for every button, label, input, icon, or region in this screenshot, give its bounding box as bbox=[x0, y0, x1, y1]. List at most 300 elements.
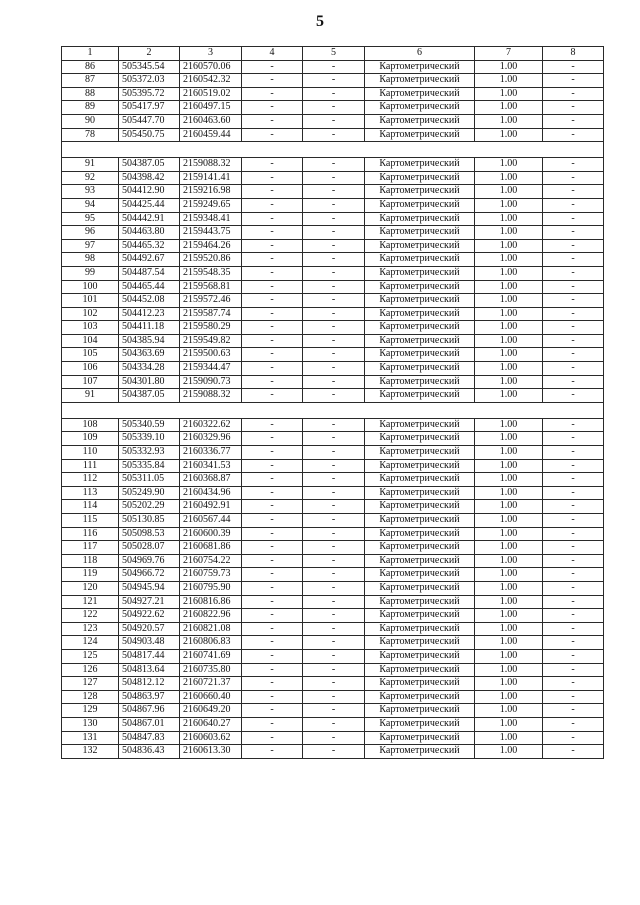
column-header-8: 8 bbox=[543, 47, 604, 61]
x-coordinate-cell: 505417.97 bbox=[119, 101, 180, 115]
point-number-cell: 107 bbox=[62, 375, 119, 389]
y-coordinate-cell: 2159344.47 bbox=[180, 362, 242, 376]
method-cell: Картометрический bbox=[365, 198, 475, 212]
col-4-cell: - bbox=[242, 745, 303, 759]
col-5-cell: - bbox=[303, 677, 365, 691]
col-8-cell: - bbox=[543, 389, 604, 403]
point-number-cell: 118 bbox=[62, 554, 119, 568]
x-coordinate-cell: 505447.70 bbox=[119, 114, 180, 128]
table-row bbox=[62, 253, 604, 267]
table-body bbox=[62, 60, 604, 758]
table-row bbox=[62, 266, 604, 280]
col-4-cell: - bbox=[242, 527, 303, 541]
table-row bbox=[62, 389, 604, 403]
col-8-cell: - bbox=[543, 266, 604, 280]
col-8-cell: - bbox=[543, 432, 604, 446]
x-coordinate-cell: 505345.54 bbox=[119, 60, 180, 74]
table-row bbox=[62, 636, 604, 650]
column-header-4: 4 bbox=[242, 47, 303, 61]
table-row bbox=[62, 745, 604, 759]
table-row bbox=[62, 663, 604, 677]
method-cell: Картометрический bbox=[365, 486, 475, 500]
table-row bbox=[62, 158, 604, 172]
x-coordinate-cell: 505028.07 bbox=[119, 541, 180, 555]
table-row bbox=[62, 459, 604, 473]
y-coordinate-cell: 2159088.32 bbox=[180, 158, 242, 172]
y-coordinate-cell: 2160822.96 bbox=[180, 609, 242, 623]
coordinates-table bbox=[61, 46, 604, 759]
col-4-cell: - bbox=[242, 663, 303, 677]
method-cell: Картометрический bbox=[365, 677, 475, 691]
point-number-cell: 91 bbox=[62, 389, 119, 403]
x-coordinate-cell: 504387.05 bbox=[119, 158, 180, 172]
col-5-cell: - bbox=[303, 527, 365, 541]
col-8-cell: - bbox=[543, 745, 604, 759]
col-5-cell: - bbox=[303, 568, 365, 582]
accuracy-cell: 1.00 bbox=[475, 486, 543, 500]
accuracy-cell: 1.00 bbox=[475, 114, 543, 128]
col-4-cell: - bbox=[242, 432, 303, 446]
x-coordinate-cell: 504465.44 bbox=[119, 280, 180, 294]
col-8-cell: - bbox=[543, 128, 604, 142]
col-5-cell: - bbox=[303, 74, 365, 88]
method-cell: Картометрический bbox=[365, 514, 475, 528]
col-5-cell: - bbox=[303, 731, 365, 745]
accuracy-cell: 1.00 bbox=[475, 321, 543, 335]
table-header bbox=[62, 47, 604, 61]
table-row bbox=[62, 609, 604, 623]
col-4-cell: - bbox=[242, 307, 303, 321]
col-4-cell: - bbox=[242, 473, 303, 487]
accuracy-cell: 1.00 bbox=[475, 745, 543, 759]
accuracy-cell: 1.00 bbox=[475, 649, 543, 663]
x-coordinate-cell: 504492.67 bbox=[119, 253, 180, 267]
accuracy-cell: 1.00 bbox=[475, 500, 543, 514]
col-4-cell: - bbox=[242, 690, 303, 704]
accuracy-cell: 1.00 bbox=[475, 294, 543, 308]
y-coordinate-cell: 2160368.87 bbox=[180, 473, 242, 487]
method-cell: Картометрический bbox=[365, 541, 475, 555]
col-5-cell: - bbox=[303, 663, 365, 677]
method-cell: Картометрический bbox=[365, 389, 475, 403]
column-header-3: 3 bbox=[180, 47, 242, 61]
y-coordinate-cell: 2159549.82 bbox=[180, 334, 242, 348]
accuracy-cell: 1.00 bbox=[475, 609, 543, 623]
x-coordinate-cell: 505450.75 bbox=[119, 128, 180, 142]
col-4-cell: - bbox=[242, 677, 303, 691]
col-8-cell: - bbox=[543, 280, 604, 294]
column-header-2: 2 bbox=[119, 47, 180, 61]
point-number-cell: 122 bbox=[62, 609, 119, 623]
table-row bbox=[62, 418, 604, 432]
col-4-cell: - bbox=[242, 375, 303, 389]
col-8-cell: - bbox=[543, 334, 604, 348]
col-5-cell: - bbox=[303, 622, 365, 636]
point-number-cell: 96 bbox=[62, 226, 119, 240]
x-coordinate-cell: 504847.83 bbox=[119, 731, 180, 745]
col-5-cell: - bbox=[303, 280, 365, 294]
accuracy-cell: 1.00 bbox=[475, 663, 543, 677]
table-row bbox=[62, 731, 604, 745]
point-number-cell: 116 bbox=[62, 527, 119, 541]
col-5-cell: - bbox=[303, 362, 365, 376]
point-number-cell: 93 bbox=[62, 185, 119, 199]
accuracy-cell: 1.00 bbox=[475, 348, 543, 362]
accuracy-cell: 1.00 bbox=[475, 418, 543, 432]
col-5-cell: - bbox=[303, 87, 365, 101]
accuracy-cell: 1.00 bbox=[475, 541, 543, 555]
x-coordinate-cell: 504966.72 bbox=[119, 568, 180, 582]
col-8-cell: - bbox=[543, 101, 604, 115]
col-8-cell: - bbox=[543, 212, 604, 226]
point-number-cell: 95 bbox=[62, 212, 119, 226]
method-cell: Картометрический bbox=[365, 171, 475, 185]
method-cell: Картометрический bbox=[365, 226, 475, 240]
method-cell: Картометрический bbox=[365, 527, 475, 541]
y-coordinate-cell: 2160434.96 bbox=[180, 486, 242, 500]
point-number-cell: 114 bbox=[62, 500, 119, 514]
accuracy-cell: 1.00 bbox=[475, 101, 543, 115]
point-number-cell: 90 bbox=[62, 114, 119, 128]
accuracy-cell: 1.00 bbox=[475, 595, 543, 609]
y-coordinate-cell: 2160816.86 bbox=[180, 595, 242, 609]
accuracy-cell: 1.00 bbox=[475, 731, 543, 745]
x-coordinate-cell: 504969.76 bbox=[119, 554, 180, 568]
table-row bbox=[62, 185, 604, 199]
col-4-cell: - bbox=[242, 266, 303, 280]
x-coordinate-cell: 504922.62 bbox=[119, 609, 180, 623]
x-coordinate-cell: 504903.48 bbox=[119, 636, 180, 650]
col-8-cell: - bbox=[543, 581, 604, 595]
y-coordinate-cell: 2160603.62 bbox=[180, 731, 242, 745]
x-coordinate-cell: 504463.80 bbox=[119, 226, 180, 240]
col-8-cell: - bbox=[543, 717, 604, 731]
point-number-cell: 97 bbox=[62, 239, 119, 253]
point-number-cell: 102 bbox=[62, 307, 119, 321]
col-4-cell: - bbox=[242, 459, 303, 473]
separator-cell bbox=[62, 402, 604, 418]
x-coordinate-cell: 504425.44 bbox=[119, 198, 180, 212]
y-coordinate-cell: 2160567.44 bbox=[180, 514, 242, 528]
col-8-cell: - bbox=[543, 554, 604, 568]
point-number-cell: 88 bbox=[62, 87, 119, 101]
col-8-cell: - bbox=[543, 649, 604, 663]
point-number-cell: 125 bbox=[62, 649, 119, 663]
point-number-cell: 101 bbox=[62, 294, 119, 308]
x-coordinate-cell: 504412.23 bbox=[119, 307, 180, 321]
table-row bbox=[62, 294, 604, 308]
method-cell: Картометрический bbox=[365, 636, 475, 650]
method-cell: Картометрический bbox=[365, 266, 475, 280]
y-coordinate-cell: 2159088.32 bbox=[180, 389, 242, 403]
x-coordinate-cell: 504812.12 bbox=[119, 677, 180, 691]
col-4-cell: - bbox=[242, 622, 303, 636]
method-cell: Картометрический bbox=[365, 128, 475, 142]
method-cell: Картометрический bbox=[365, 239, 475, 253]
col-5-cell: - bbox=[303, 500, 365, 514]
table-row bbox=[62, 171, 604, 185]
col-4-cell: - bbox=[242, 87, 303, 101]
table-row bbox=[62, 622, 604, 636]
method-cell: Картометрический bbox=[365, 212, 475, 226]
y-coordinate-cell: 2159348.41 bbox=[180, 212, 242, 226]
y-coordinate-cell: 2159141.41 bbox=[180, 171, 242, 185]
method-cell: Картометрический bbox=[365, 649, 475, 663]
y-coordinate-cell: 2159568.81 bbox=[180, 280, 242, 294]
x-coordinate-cell: 505335.84 bbox=[119, 459, 180, 473]
col-4-cell: - bbox=[242, 704, 303, 718]
col-4-cell: - bbox=[242, 581, 303, 595]
col-5-cell: - bbox=[303, 60, 365, 74]
column-header-5: 5 bbox=[303, 47, 365, 61]
y-coordinate-cell: 2160735.80 bbox=[180, 663, 242, 677]
col-5-cell: - bbox=[303, 101, 365, 115]
accuracy-cell: 1.00 bbox=[475, 554, 543, 568]
method-cell: Картометрический bbox=[365, 459, 475, 473]
accuracy-cell: 1.00 bbox=[475, 704, 543, 718]
col-5-cell: - bbox=[303, 541, 365, 555]
x-coordinate-cell: 504920.57 bbox=[119, 622, 180, 636]
x-coordinate-cell: 504867.96 bbox=[119, 704, 180, 718]
table-row bbox=[62, 432, 604, 446]
col-8-cell: - bbox=[543, 114, 604, 128]
point-number-cell: 78 bbox=[62, 128, 119, 142]
table-row bbox=[62, 717, 604, 731]
accuracy-cell: 1.00 bbox=[475, 253, 543, 267]
y-coordinate-cell: 2159464.26 bbox=[180, 239, 242, 253]
col-8-cell: - bbox=[543, 74, 604, 88]
col-4-cell: - bbox=[242, 568, 303, 582]
col-4-cell: - bbox=[242, 239, 303, 253]
method-cell: Картометрический bbox=[365, 321, 475, 335]
col-8-cell: - bbox=[543, 87, 604, 101]
col-8-cell: - bbox=[543, 514, 604, 528]
col-4-cell: - bbox=[242, 554, 303, 568]
col-8-cell: - bbox=[543, 446, 604, 460]
point-number-cell: 94 bbox=[62, 198, 119, 212]
col-5-cell: - bbox=[303, 554, 365, 568]
table-row bbox=[62, 239, 604, 253]
col-8-cell: - bbox=[543, 348, 604, 362]
accuracy-cell: 1.00 bbox=[475, 334, 543, 348]
col-5-cell: - bbox=[303, 459, 365, 473]
col-4-cell: - bbox=[242, 348, 303, 362]
table-row bbox=[62, 114, 604, 128]
page-number: 5 bbox=[316, 13, 324, 30]
accuracy-cell: 1.00 bbox=[475, 128, 543, 142]
point-number-cell: 126 bbox=[62, 663, 119, 677]
point-number-cell: 89 bbox=[62, 101, 119, 115]
point-number-cell: 87 bbox=[62, 74, 119, 88]
y-coordinate-cell: 2159500.63 bbox=[180, 348, 242, 362]
x-coordinate-cell: 504334.28 bbox=[119, 362, 180, 376]
table-row bbox=[62, 527, 604, 541]
accuracy-cell: 1.00 bbox=[475, 717, 543, 731]
accuracy-cell: 1.00 bbox=[475, 266, 543, 280]
y-coordinate-cell: 2160329.96 bbox=[180, 432, 242, 446]
table-row bbox=[62, 649, 604, 663]
col-5-cell: - bbox=[303, 239, 365, 253]
y-coordinate-cell: 2160754.22 bbox=[180, 554, 242, 568]
method-cell: Картометрический bbox=[365, 595, 475, 609]
col-4-cell: - bbox=[242, 280, 303, 294]
table-row bbox=[62, 101, 604, 115]
col-5-cell: - bbox=[303, 171, 365, 185]
method-cell: Картометрический bbox=[365, 581, 475, 595]
table-row bbox=[62, 198, 604, 212]
method-cell: Картометрический bbox=[365, 731, 475, 745]
method-cell: Картометрический bbox=[365, 500, 475, 514]
col-8-cell: - bbox=[543, 459, 604, 473]
y-coordinate-cell: 2159580.29 bbox=[180, 321, 242, 335]
col-5-cell: - bbox=[303, 704, 365, 718]
col-4-cell: - bbox=[242, 649, 303, 663]
method-cell: Картометрический bbox=[365, 432, 475, 446]
col-5-cell: - bbox=[303, 690, 365, 704]
col-4-cell: - bbox=[242, 636, 303, 650]
col-4-cell: - bbox=[242, 198, 303, 212]
method-cell: Картометрический bbox=[365, 568, 475, 582]
method-cell: Картометрический bbox=[365, 334, 475, 348]
col-8-cell: - bbox=[543, 527, 604, 541]
y-coordinate-cell: 2160806.83 bbox=[180, 636, 242, 650]
col-4-cell: - bbox=[242, 500, 303, 514]
separator-row bbox=[62, 402, 604, 418]
y-coordinate-cell: 2160336.77 bbox=[180, 446, 242, 460]
point-number-cell: 124 bbox=[62, 636, 119, 650]
y-coordinate-cell: 2160821.08 bbox=[180, 622, 242, 636]
table-row bbox=[62, 446, 604, 460]
method-cell: Картометрический bbox=[365, 745, 475, 759]
y-coordinate-cell: 2159443.75 bbox=[180, 226, 242, 240]
separator-row bbox=[62, 142, 604, 158]
point-number-cell: 120 bbox=[62, 581, 119, 595]
x-coordinate-cell: 504465.32 bbox=[119, 239, 180, 253]
point-number-cell: 98 bbox=[62, 253, 119, 267]
table-row bbox=[62, 486, 604, 500]
x-coordinate-cell: 504442.91 bbox=[119, 212, 180, 226]
col-5-cell: - bbox=[303, 253, 365, 267]
x-coordinate-cell: 504863.97 bbox=[119, 690, 180, 704]
y-coordinate-cell: 2160519.02 bbox=[180, 87, 242, 101]
method-cell: Картометрический bbox=[365, 253, 475, 267]
y-coordinate-cell: 2160640.27 bbox=[180, 717, 242, 731]
table-row bbox=[62, 677, 604, 691]
col-4-cell: - bbox=[242, 514, 303, 528]
x-coordinate-cell: 505332.93 bbox=[119, 446, 180, 460]
y-coordinate-cell: 2160542.32 bbox=[180, 74, 242, 88]
accuracy-cell: 1.00 bbox=[475, 158, 543, 172]
point-number-cell: 92 bbox=[62, 171, 119, 185]
col-5-cell: - bbox=[303, 294, 365, 308]
x-coordinate-cell: 504487.54 bbox=[119, 266, 180, 280]
y-coordinate-cell: 2160660.40 bbox=[180, 690, 242, 704]
method-cell: Картометрический bbox=[365, 60, 475, 74]
table-row bbox=[62, 554, 604, 568]
y-coordinate-cell: 2160613.30 bbox=[180, 745, 242, 759]
col-8-cell: - bbox=[543, 60, 604, 74]
col-5-cell: - bbox=[303, 321, 365, 335]
col-4-cell: - bbox=[242, 541, 303, 555]
col-8-cell: - bbox=[543, 226, 604, 240]
method-cell: Картометрический bbox=[365, 609, 475, 623]
method-cell: Картометрический bbox=[365, 101, 475, 115]
col-4-cell: - bbox=[242, 158, 303, 172]
point-number-cell: 127 bbox=[62, 677, 119, 691]
point-number-cell: 129 bbox=[62, 704, 119, 718]
col-5-cell: - bbox=[303, 389, 365, 403]
col-8-cell: - bbox=[543, 171, 604, 185]
method-cell: Картометрический bbox=[365, 663, 475, 677]
accuracy-cell: 1.00 bbox=[475, 362, 543, 376]
x-coordinate-cell: 504817.44 bbox=[119, 649, 180, 663]
x-coordinate-cell: 505130.85 bbox=[119, 514, 180, 528]
x-coordinate-cell: 504927.21 bbox=[119, 595, 180, 609]
col-4-cell: - bbox=[242, 595, 303, 609]
col-8-cell: - bbox=[543, 239, 604, 253]
accuracy-cell: 1.00 bbox=[475, 212, 543, 226]
col-5-cell: - bbox=[303, 158, 365, 172]
y-coordinate-cell: 2159572.46 bbox=[180, 294, 242, 308]
point-number-cell: 112 bbox=[62, 473, 119, 487]
col-4-cell: - bbox=[242, 253, 303, 267]
accuracy-cell: 1.00 bbox=[475, 568, 543, 582]
method-cell: Картометрический bbox=[365, 690, 475, 704]
x-coordinate-cell: 504385.94 bbox=[119, 334, 180, 348]
method-cell: Картометрический bbox=[365, 307, 475, 321]
accuracy-cell: 1.00 bbox=[475, 622, 543, 636]
col-5-cell: - bbox=[303, 198, 365, 212]
col-8-cell: - bbox=[543, 677, 604, 691]
table-row bbox=[62, 334, 604, 348]
col-5-cell: - bbox=[303, 609, 365, 623]
x-coordinate-cell: 504301.80 bbox=[119, 375, 180, 389]
col-5-cell: - bbox=[303, 745, 365, 759]
accuracy-cell: 1.00 bbox=[475, 226, 543, 240]
col-8-cell: - bbox=[543, 636, 604, 650]
point-number-cell: 123 bbox=[62, 622, 119, 636]
accuracy-cell: 1.00 bbox=[475, 432, 543, 446]
accuracy-cell: 1.00 bbox=[475, 527, 543, 541]
col-8-cell: - bbox=[543, 158, 604, 172]
col-4-cell: - bbox=[242, 74, 303, 88]
accuracy-cell: 1.00 bbox=[475, 514, 543, 528]
col-8-cell: - bbox=[543, 541, 604, 555]
col-8-cell: - bbox=[543, 473, 604, 487]
method-cell: Картометрический bbox=[365, 87, 475, 101]
col-4-cell: - bbox=[242, 171, 303, 185]
col-5-cell: - bbox=[303, 486, 365, 500]
col-8-cell: - bbox=[543, 663, 604, 677]
col-8-cell: - bbox=[543, 595, 604, 609]
col-5-cell: - bbox=[303, 307, 365, 321]
y-coordinate-cell: 2160795.90 bbox=[180, 581, 242, 595]
point-number-cell: 121 bbox=[62, 595, 119, 609]
col-4-cell: - bbox=[242, 609, 303, 623]
col-4-cell: - bbox=[242, 334, 303, 348]
method-cell: Картометрический bbox=[365, 622, 475, 636]
point-number-cell: 91 bbox=[62, 158, 119, 172]
col-5-cell: - bbox=[303, 446, 365, 460]
accuracy-cell: 1.00 bbox=[475, 307, 543, 321]
col-4-cell: - bbox=[242, 446, 303, 460]
y-coordinate-cell: 2160570.06 bbox=[180, 60, 242, 74]
table-row bbox=[62, 514, 604, 528]
method-cell: Картометрический bbox=[365, 185, 475, 199]
x-coordinate-cell: 505339.10 bbox=[119, 432, 180, 446]
y-coordinate-cell: 2160741.69 bbox=[180, 649, 242, 663]
col-5-cell: - bbox=[303, 226, 365, 240]
